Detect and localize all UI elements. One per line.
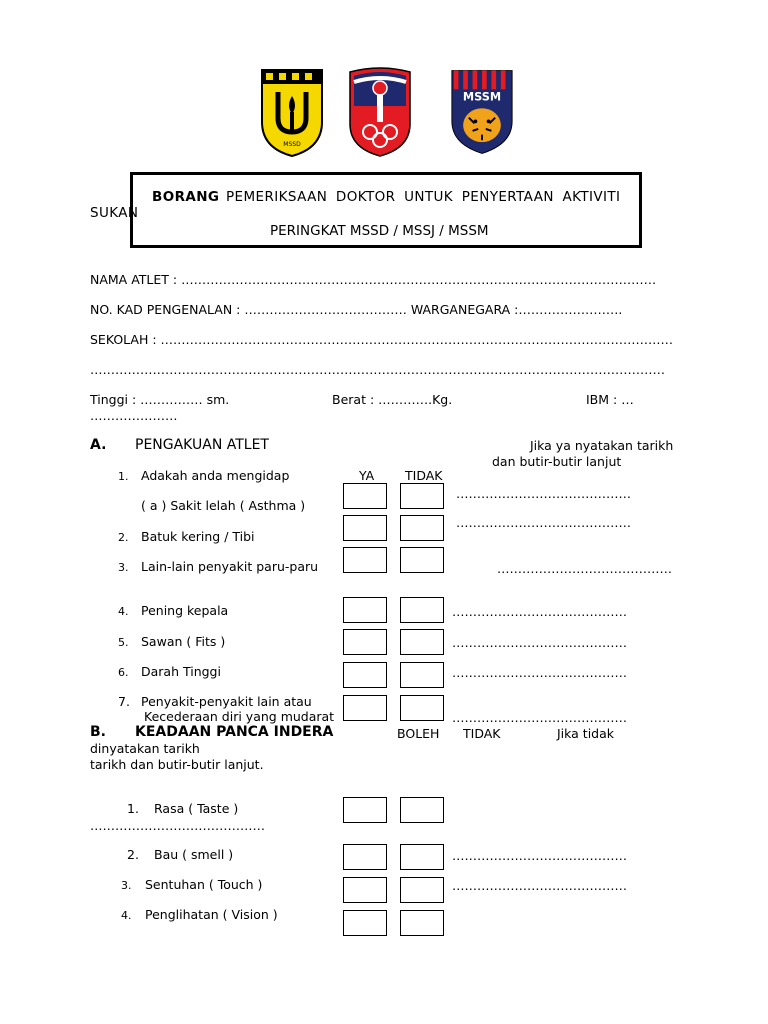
item-num: 2. bbox=[127, 847, 139, 862]
item-dots: …………………………………… bbox=[452, 665, 627, 680]
item-num: 3. bbox=[121, 879, 132, 892]
field-kad: NO. KAD PENGENALAN : ………………………………… WARGANEGARA :……………………. bbox=[90, 302, 623, 317]
item-text-2: Kecederaan diri yang mudarat bbox=[144, 709, 335, 724]
field-ibm: IBM : … bbox=[586, 392, 634, 407]
field-sekolah: SEKOLAH : …………………………………………………………………………………………………………… bbox=[90, 332, 674, 347]
title-line1: PEMERIKSAAN DOKTOR UNTUK PENYERTAAN AKTIVITI bbox=[226, 189, 621, 205]
section-b-title: KEADAAN PANCA INDERA bbox=[135, 724, 334, 740]
boleh-box-rasa[interactable] bbox=[343, 797, 387, 823]
item-text: Bau ( smell ) bbox=[154, 847, 234, 862]
item-num: 5. bbox=[118, 636, 129, 649]
item-num: 6. bbox=[118, 666, 129, 679]
item-dots: …………………………………… bbox=[452, 848, 627, 863]
item-dots: …………………………………… bbox=[497, 561, 672, 576]
item-dots: …………………………………… bbox=[452, 710, 627, 725]
item-num: 7. bbox=[118, 694, 130, 709]
item-text: Darah Tinggi bbox=[141, 664, 221, 679]
field-sekolah-line2: ………………………………………………………………………………………………………………………… bbox=[90, 362, 665, 377]
section-a-label: A. bbox=[90, 437, 107, 453]
section-a-note: Jika ya nyatakan tarikh bbox=[530, 438, 674, 453]
item-num: 1. bbox=[118, 470, 129, 483]
item-dots: …………………………………… bbox=[456, 515, 631, 530]
col-tidak: TIDAK bbox=[405, 468, 443, 483]
ya-box-sawan[interactable] bbox=[343, 629, 387, 655]
title-line2: PERINGKAT MSSD / MSSJ / MSSM bbox=[270, 223, 489, 239]
section-b-note: Jika tidak bbox=[557, 726, 615, 741]
mssd-logo bbox=[260, 66, 324, 158]
section-b-label: B. bbox=[90, 724, 106, 740]
item-text: Penyakit-penyakit lain atau bbox=[141, 694, 312, 709]
item-text: Adakah anda mengidap bbox=[141, 468, 290, 483]
tidak-box-sawan[interactable] bbox=[400, 629, 444, 655]
boleh-box-penglihatan[interactable] bbox=[343, 910, 387, 936]
item-text: ( a ) Sakit lelah ( Asthma ) bbox=[141, 498, 306, 513]
field-berat: Berat : ………….Kg. bbox=[332, 392, 453, 407]
section-b-note-3: tarikh dan butir-butir lanjut. bbox=[90, 757, 264, 772]
title-wrap: SUKAN bbox=[90, 205, 139, 221]
col-boleh: BOLEH bbox=[397, 726, 440, 741]
tidak-box-rasa[interactable] bbox=[400, 797, 444, 823]
item-num: 1. bbox=[127, 801, 139, 816]
tidak-box-lain[interactable] bbox=[400, 695, 444, 721]
tidak-box-darah[interactable] bbox=[400, 662, 444, 688]
tidak-box-paru[interactable] bbox=[400, 547, 444, 573]
section-a-note-2: dan butir-butir lanjut bbox=[492, 454, 622, 469]
item-num: 4. bbox=[121, 909, 132, 922]
ya-box-pening[interactable] bbox=[343, 597, 387, 623]
tidak-box-tibi[interactable] bbox=[400, 515, 444, 541]
ya-box-paru[interactable] bbox=[343, 547, 387, 573]
boleh-box-sentuhan[interactable] bbox=[343, 877, 387, 903]
field-ibm-line2: ………………… bbox=[90, 408, 178, 423]
section-a-title: PENGAKUAN ATLET bbox=[135, 437, 269, 453]
item-dots: …………………………………… bbox=[452, 604, 627, 619]
svg-text:MSSD: MSSD bbox=[283, 141, 301, 148]
title-bold: BORANG bbox=[152, 189, 220, 205]
item-text: Penglihatan ( Vision ) bbox=[145, 907, 278, 922]
boleh-box-bau[interactable] bbox=[343, 844, 387, 870]
tidak-box-penglihatan[interactable] bbox=[400, 910, 444, 936]
item-text: Batuk kering / Tibi bbox=[141, 529, 255, 544]
tidak-box-sentuhan[interactable] bbox=[400, 877, 444, 903]
ya-box-asthma[interactable] bbox=[343, 483, 387, 509]
mssm-logo bbox=[450, 66, 514, 158]
item-text: Sentuhan ( Touch ) bbox=[145, 877, 263, 892]
field-tinggi: Tinggi : …………… sm. bbox=[90, 392, 230, 407]
section-b-note-2: dinyatakan tarikh bbox=[90, 741, 200, 756]
tidak-box-bau[interactable] bbox=[400, 844, 444, 870]
item-num: 4. bbox=[118, 605, 129, 618]
item-dots: …………………………………… bbox=[452, 878, 627, 893]
col-ya: YA bbox=[359, 468, 375, 483]
ya-box-lain[interactable] bbox=[343, 695, 387, 721]
item-dots: …………………………………… bbox=[90, 818, 265, 833]
tidak-box-pening[interactable] bbox=[400, 597, 444, 623]
item-num: 3. bbox=[118, 561, 129, 574]
item-text: Rasa ( Taste ) bbox=[154, 801, 239, 816]
tidak-box-asthma[interactable] bbox=[400, 483, 444, 509]
svg-text:MSSM: MSSM bbox=[462, 90, 502, 104]
item-text: Pening kepala bbox=[141, 603, 229, 618]
ya-box-tibi[interactable] bbox=[343, 515, 387, 541]
item-dots: …………………………………… bbox=[452, 635, 627, 650]
item-num: 2. bbox=[118, 531, 129, 544]
item-text: Lain-lain penyakit paru-paru bbox=[141, 559, 319, 574]
ya-box-darah[interactable] bbox=[343, 662, 387, 688]
field-nama: NAMA ATLET : …………………………………………………………………………………………………… bbox=[90, 272, 657, 287]
item-text: Sawan ( Fits ) bbox=[141, 634, 226, 649]
item-dots: …………………………………… bbox=[456, 486, 631, 501]
col-tidak-b: TIDAK bbox=[463, 726, 501, 741]
mssj-logo bbox=[348, 66, 412, 158]
